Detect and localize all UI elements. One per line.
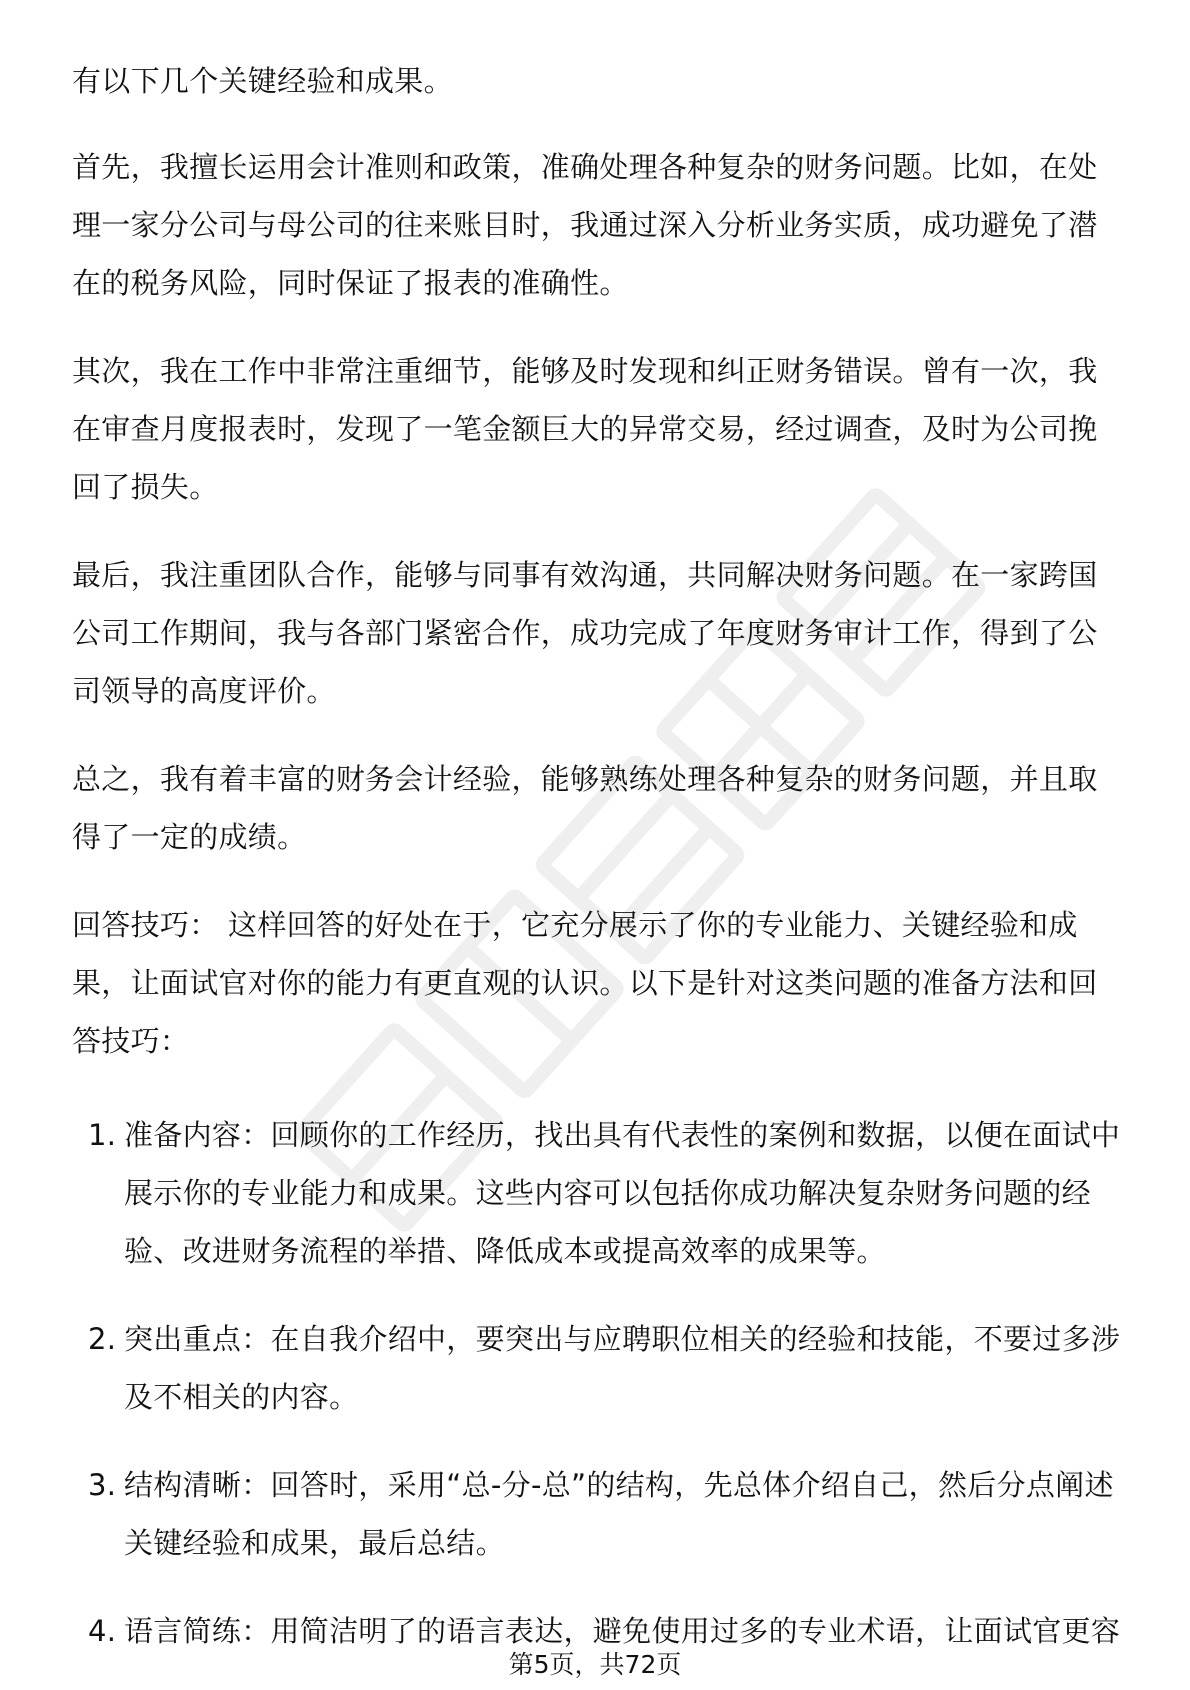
list-item-text: 语言简练：用简洁明了的语言表达，避免使用过多的专业术语，让面试官更容 — [124, 1614, 1121, 1648]
list-item — [72, 1310, 1124, 1426]
tips-list — [72, 1106, 1122, 1660]
list-number: 2. — [88, 1322, 117, 1356]
paragraph-first-point: 首先，我擅长运用会计准则和政策，准确处理各种复杂的财务问题。比如，在处理一家分公司与母公司的往来账目时，我通过深入分析业务实质，成功避免了潜在的税务风险，同时保证了报表的准确性。 — [72, 150, 1098, 300]
paragraph-second-point: 其次，我在工作中非常注重细节，能够及时发现和纠正财务错误。曾有一次，我在审查月度报表时，发现了一笔金额巨大的异常交易，经过调查，及时为公司挽回了损失。 — [72, 354, 1098, 504]
paragraph-answer-tips: 回答技巧： 这样回答的好处在于，它充分展示了你的专业能力、关键经验和成果，让面试官对你的能力有更直观的认识。以下是针对这类问题的准备方法和回答技巧： — [72, 908, 1098, 1058]
paragraph-summary: 总之，我有着丰富的财务会计经验，能够熟练处理各种复杂的财务问题，并且取得了一定的成绩。 — [72, 762, 1098, 854]
list-item-text: 准备内容：回顾你的工作经历，找出具有代表性的案例和数据，以便在面试中展示你的专业能力和成果。这些内容可以包括你成功解决复杂财务问题的经验、改进财务流程的举措、降低成本或提高效率的成果等。 — [124, 1118, 1121, 1268]
list-number: 1. — [88, 1118, 117, 1152]
list-item — [72, 1106, 1124, 1280]
list-item — [72, 1456, 1124, 1572]
list-number: 3. — [88, 1468, 117, 1502]
list-number: 4. — [88, 1614, 117, 1648]
list-item-text: 结构清晰：回答时，采用“总-分-总”的结构，先总体介绍自己，然后分点阐述关键经验和成果，最后总结。 — [124, 1468, 1114, 1560]
list-item-text: 突出重点：在自我介绍中，要突出与应聘职位相关的经验和技能，不要过多涉及不相关的内容。 — [124, 1322, 1121, 1414]
document-body — [72, 52, 1122, 1690]
paragraph-intro: 有以下几个关键经验和成果。 — [72, 64, 453, 98]
paragraph-third-point: 最后，我注重团队合作，能够与同事有效沟通，共同解决财务问题。在一家跨国公司工作期间，我与各部门紧密合作，成功完成了年度财务审计工作，得到了公司领导的高度评价。 — [72, 558, 1098, 708]
page-footer: 第5页，共72页 — [508, 1650, 682, 1679]
